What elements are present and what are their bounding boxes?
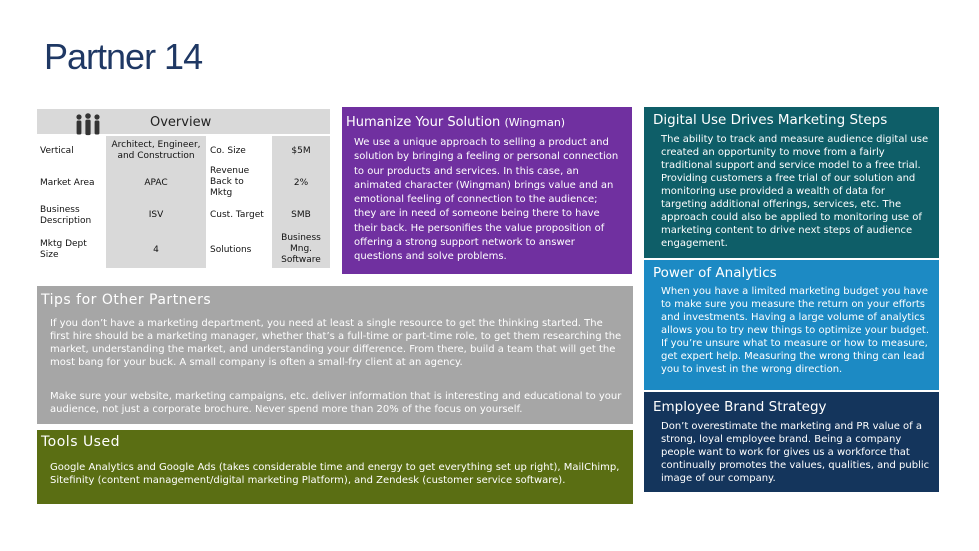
tips-paragraph-2: Make sure your website, marketing campaigns, etc. deliver information that is interesting and educational to your audience, not just a corporate brochure. Never spend more than 20% of the focus on yourself. [50, 391, 622, 415]
overview-value-mktg-dept-size: 4 [153, 245, 159, 255]
overview-label-mktg-dept-size: Mktg Dept Size [40, 239, 87, 260]
overview-label-vertical: Vertical [40, 146, 74, 156]
overview-value-market-area: APAC [144, 178, 168, 188]
tools-title: Tools Used [41, 434, 120, 450]
digital-body: The ability to track and measure audience digital use created an opportunity to move from a fairly traditional support and service model to a free trial. Providing customers a free trial of our solution and monitoring use provided a wealth of data for targeting additional offerings, services, etc. The approach could also be applied to monitoring use of marketing content to drive next steps of audience engagement. [661, 134, 929, 249]
tips-title: Tips for Other Partners [41, 292, 212, 308]
overview-value-co-size: $5M [291, 146, 311, 156]
tools-body: Google Analytics and Google Ads (takes considerable time and energy to get everything set up right), MailChimp, Sitefinity (content management/digital marketing Platform), and Zendesk (customer service software). [50, 462, 620, 486]
digital-title: Digital Use Drives Marketing Steps [653, 112, 888, 128]
overview-value-revenue: 2% [293, 178, 309, 188]
overview-value-cust-target: SMB [291, 210, 311, 220]
humanize-body: We use a unique approach to selling a product and solution by bringing a feeling or personal connection to our products and services. In this case, an animated character (Wingman) brings value and an emotional feeling of connection to the audience; they are in need of someone being there to have their back. He personifies the value proposition of offering a strong support network to answer questions and solve problems. [354, 137, 619, 263]
analytics-title: Power of Analytics [653, 265, 777, 281]
overview-value-solutions: Business Mng. Software [281, 233, 321, 265]
overview-title: Overview [150, 115, 212, 130]
overview-label-co-size: Co. Size [210, 146, 246, 156]
employee-body: Don’t overestimate the marketing and PR value of a strong, loyal employee brand. Being a company people want to work for gives us a workforce that continually promotes the values, qualities, and public image of our company. [661, 421, 930, 484]
humanize-subtitle: (Wingman) [504, 116, 566, 129]
humanize-title-text: Humanize Your Solution [346, 115, 501, 130]
overview-label-cust-target: Cust. Target [210, 210, 264, 220]
overview-value-business-description: ISV [148, 210, 164, 220]
page-title: Partner 14 [44, 36, 203, 77]
overview-value-vertical: Architect, Engineer, and Construction [111, 140, 201, 161]
overview-label-revenue: Revenue Back to Mktg [210, 166, 250, 198]
overview-label-business-description: Business Description [40, 205, 92, 226]
overview-label-solutions: Solutions [210, 245, 252, 255]
humanize-title [346, 115, 565, 130]
employee-title: Employee Brand Strategy [653, 399, 827, 415]
people-group-icon [73, 112, 103, 138]
overview-label-market-area: Market Area [40, 178, 95, 188]
tips-paragraph-1: If you don’t have a marketing department, you need at least a single resource to get the thinking started. The first hire should be a marketing manager, whether that’s a full-time or part-time role, to get them researching the market, understanding the market, and understanding your difference. From there, build a team that will get the most bang for your buck. A small company is often a small-fry client at an agency. [50, 318, 622, 368]
analytics-body: When you have a limited marketing budget you have to make sure you measure the return on your efforts and investments. Having a large volume of analytics allows you to try new things to optimize your budget. If you’re unsure what to measure or how to measure, get expert help. Measuring the wrong thing can lead you to invest in the wrong direction. [661, 286, 930, 375]
